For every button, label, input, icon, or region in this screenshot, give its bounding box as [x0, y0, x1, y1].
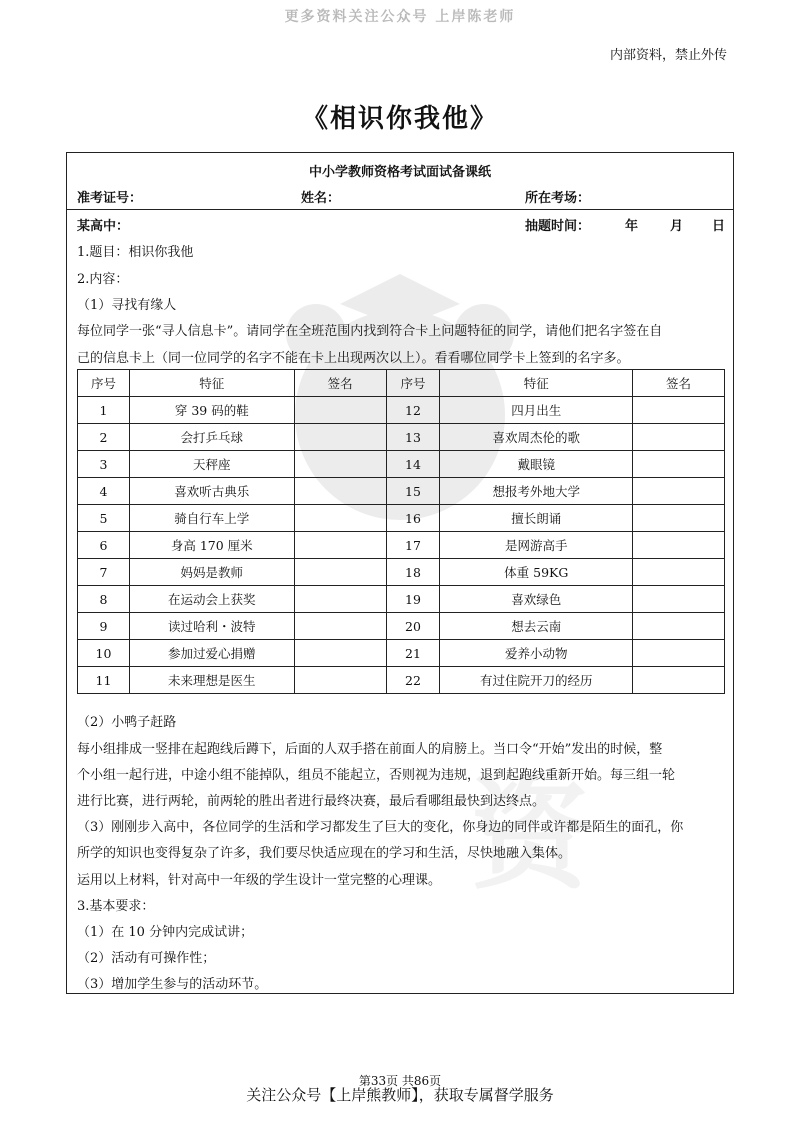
cell-signature	[633, 424, 725, 451]
table-row	[78, 478, 725, 505]
header-trait: 特征	[440, 370, 633, 397]
part1-line-1: 每位同学一张“寻人信息卡”。请同学在全班范围内找到符合卡上问题特征的同学，请他们把名字签在自	[77, 324, 663, 339]
part2-line-2: 个小组一起行进，中途小组不能掉队，组员不能起立，否则视为违规，退到起跑线重新开始。每三组一轮	[77, 768, 676, 783]
cell-index: 8	[78, 586, 130, 613]
venue-label: 所在考场：	[525, 191, 591, 206]
cell-signature	[294, 613, 386, 640]
cell-index: 12	[386, 397, 440, 424]
cell-trait: 爱养小动物	[440, 640, 633, 667]
content-label: 2.内容：	[77, 272, 129, 287]
cell-signature	[633, 667, 725, 694]
page-number: 第33页 共86页	[358, 1074, 442, 1088]
cell-index: 21	[386, 640, 440, 667]
header-signature: 签名	[633, 370, 725, 397]
cell-signature	[633, 505, 725, 532]
cell-signature	[294, 424, 386, 451]
cell-index: 17	[386, 532, 440, 559]
cell-index: 14	[386, 451, 440, 478]
cell-index: 11	[78, 667, 130, 694]
cell-signature	[294, 478, 386, 505]
part3-line-1: （3）刚刚步入高中，各位同学的生活和学习都发生了巨大的变化，你身边的同伴或许都是陌生的面孔，你	[77, 820, 684, 835]
cell-signature	[294, 586, 386, 613]
header-index: 序号	[78, 370, 130, 397]
table-row	[78, 451, 725, 478]
cell-trait: 骑自行车上学	[129, 505, 294, 532]
header-index: 序号	[386, 370, 440, 397]
cell-signature	[294, 451, 386, 478]
cell-trait: 体重 59KG	[440, 559, 633, 586]
form-header	[67, 153, 733, 210]
cell-trait: 未来理想是医生	[129, 667, 294, 694]
cell-index: 10	[78, 640, 130, 667]
cell-signature	[633, 451, 725, 478]
cell-trait: 喜欢周杰伦的歌	[440, 424, 633, 451]
day-label: 日	[712, 219, 726, 234]
header-signature: 签名	[294, 370, 386, 397]
year-label: 年	[625, 219, 639, 234]
school-label: 某高中：	[77, 219, 130, 234]
cell-signature	[294, 505, 386, 532]
cell-index: 22	[386, 667, 440, 694]
exam-id-label: 准考证号：	[77, 191, 143, 206]
part2-title: （2）小鸭子赶路	[77, 715, 177, 730]
cell-trait: 身高 170 厘米	[129, 532, 294, 559]
requirements-label: 3.基本要求：	[77, 899, 155, 914]
cell-trait: 天秤座	[129, 451, 294, 478]
cell-signature	[294, 640, 386, 667]
cell-index: 18	[386, 559, 440, 586]
cell-index: 3	[78, 451, 130, 478]
part1-title: （1）寻找有缘人	[77, 298, 177, 313]
cell-signature	[633, 532, 725, 559]
cell-trait: 想去云南	[440, 613, 633, 640]
cell-index: 9	[78, 613, 130, 640]
cell-index: 5	[78, 505, 130, 532]
cell-index: 7	[78, 559, 130, 586]
footer-promo: 关注公众号【上岸熊教师】，获取专属督学服务	[246, 1086, 554, 1104]
task-line: 运用以上材料，针对高中一年级的学生设计一堂完整的心理课。	[77, 873, 442, 888]
requirement-2: （2）活动有可操作性；	[77, 951, 216, 966]
month-label: 月	[670, 219, 684, 234]
internal-note: 内部资料，禁止外传	[609, 48, 727, 63]
top-watermark: 更多资料关注公众号 上岸陈老师	[284, 9, 516, 25]
cell-index: 15	[386, 478, 440, 505]
cell-signature	[633, 613, 725, 640]
cell-index: 19	[386, 586, 440, 613]
trait-table	[77, 369, 725, 694]
draw-time-label: 抽题时间：	[525, 219, 591, 234]
cell-signature	[294, 667, 386, 694]
cell-trait: 喜欢听古典乐	[129, 478, 294, 505]
table-row	[78, 586, 725, 613]
table-row	[78, 424, 725, 451]
cell-index: 16	[386, 505, 440, 532]
cell-signature	[633, 586, 725, 613]
name-label: 姓名：	[301, 191, 341, 206]
cell-trait: 读过哈利・波特	[129, 613, 294, 640]
topic-line: 1.题目：相识你我他	[77, 245, 194, 260]
cell-trait: 四月出生	[440, 397, 633, 424]
requirement-1: （1）在 10 分钟内完成试讲；	[77, 925, 254, 940]
cell-signature	[294, 559, 386, 586]
table-header-row	[78, 370, 725, 397]
cell-index: 6	[78, 532, 130, 559]
cell-signature	[633, 397, 725, 424]
table-row	[78, 532, 725, 559]
part1-line-2: 己的信息卡上（同一位同学的名字不能在卡上出现两次以上）。看看哪位同学卡上签到的名字多。	[77, 351, 630, 366]
background-watermark-glyph: 资	[470, 767, 590, 906]
cell-signature	[294, 397, 386, 424]
cell-signature	[294, 532, 386, 559]
part2-line-1: 每小组排成一竖排在起跑线后蹲下，后面的人双手搭在前面人的肩膀上。当口令“开始”发出的时候，整	[77, 742, 663, 757]
cell-signature	[633, 559, 725, 586]
cell-trait: 妈妈是教师	[129, 559, 294, 586]
form-title: 中小学教师资格考试面试备课纸	[308, 165, 491, 180]
cell-trait: 喜欢绿色	[440, 586, 633, 613]
cell-trait: 是网游高手	[440, 532, 633, 559]
table-row	[78, 397, 725, 424]
cell-trait: 戴眼镜	[440, 451, 633, 478]
cell-trait: 会打乒乓球	[129, 424, 294, 451]
requirement-3: （3）增加学生参与的活动环节。	[77, 977, 268, 992]
cell-signature	[633, 478, 725, 505]
table-row	[78, 559, 725, 586]
cell-trait: 在运动会上获奖	[129, 586, 294, 613]
cell-signature	[633, 640, 725, 667]
cell-trait: 想报考外地大学	[440, 478, 633, 505]
cell-index: 4	[78, 478, 130, 505]
table-row	[78, 667, 725, 694]
table-row	[78, 505, 725, 532]
cell-index: 2	[78, 424, 130, 451]
cell-trait: 擅长朗诵	[440, 505, 633, 532]
part3-line-2: 所学的知识也变得复杂了许多，我们要尽快适应现在的学习和生活，尽快地融入集体。	[77, 846, 572, 861]
table-row	[78, 613, 725, 640]
cell-trait: 穿 39 码的鞋	[129, 397, 294, 424]
cell-index: 20	[386, 613, 440, 640]
lesson-prep-form	[66, 152, 734, 994]
cell-trait: 有过住院开刀的经历	[440, 667, 633, 694]
table-row	[78, 640, 725, 667]
header-trait: 特征	[129, 370, 294, 397]
cell-index: 13	[386, 424, 440, 451]
page-title: 《相识你我他》	[301, 104, 498, 134]
cell-trait: 参加过爱心捐赠	[129, 640, 294, 667]
part2-line-3: 进行比赛，进行两轮，前两轮的胜出者进行最终决赛，最后看哪组最快到达终点。	[77, 794, 546, 809]
cell-index: 1	[78, 397, 130, 424]
